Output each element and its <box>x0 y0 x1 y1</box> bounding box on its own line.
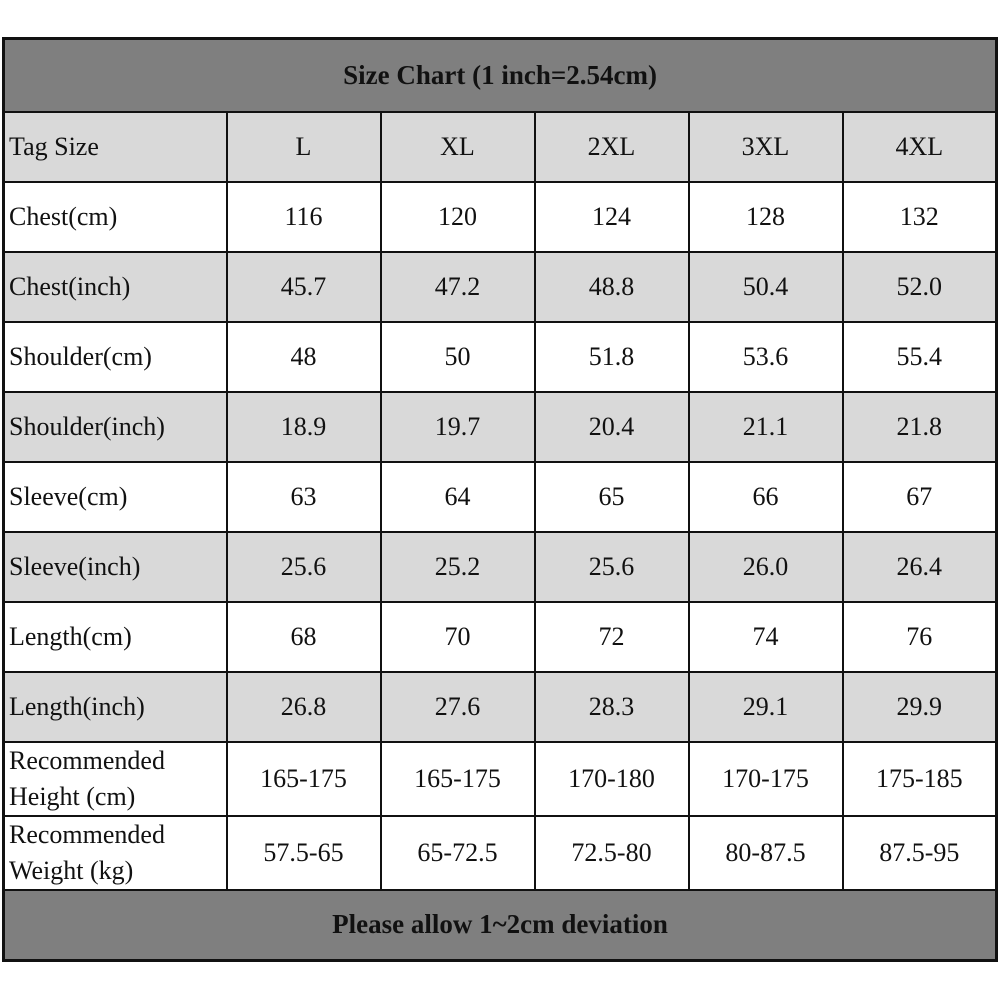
cell-value: 80-87.5 <box>689 816 843 890</box>
row-label: Sleeve(inch) <box>4 532 227 602</box>
cell-value: 65 <box>535 462 689 532</box>
cell-value: 50.4 <box>689 252 843 322</box>
row-label: Shoulder(inch) <box>4 392 227 462</box>
cell-value: 55.4 <box>843 322 997 392</box>
cell-value: 18.9 <box>227 392 381 462</box>
cell-value: 68 <box>227 602 381 672</box>
deviation-note: Please allow 1~2cm deviation <box>4 890 997 961</box>
cell-value: 29.9 <box>843 672 997 742</box>
cell-value: 47.2 <box>381 252 535 322</box>
cell-value: 72 <box>535 602 689 672</box>
cell-value: 25.6 <box>227 532 381 602</box>
table-row <box>4 672 997 742</box>
row-label-line: Recommended <box>9 820 165 849</box>
cell-value: 26.4 <box>843 532 997 602</box>
cell-value: 64 <box>381 462 535 532</box>
cell-value: 48 <box>227 322 381 392</box>
row-label: Length(inch) <box>4 672 227 742</box>
cell-value: 120 <box>381 182 535 252</box>
table-row <box>4 322 997 392</box>
row-label: Sleeve(cm) <box>4 462 227 532</box>
tag-size-label: Tag Size <box>4 112 227 182</box>
table-row <box>4 182 997 252</box>
cell-value: 52.0 <box>843 252 997 322</box>
size-header: 2XL <box>535 112 689 182</box>
row-label-recommended-height <box>4 742 227 816</box>
size-header: 4XL <box>843 112 997 182</box>
cell-value: 72.5-80 <box>535 816 689 890</box>
header-row <box>4 112 997 182</box>
table-row <box>4 602 997 672</box>
cell-value: 70 <box>381 602 535 672</box>
footer-row <box>4 890 997 961</box>
cell-value: 132 <box>843 182 997 252</box>
row-label: Shoulder(cm) <box>4 322 227 392</box>
cell-value: 63 <box>227 462 381 532</box>
size-header: L <box>227 112 381 182</box>
cell-value: 21.1 <box>689 392 843 462</box>
cell-value: 57.5-65 <box>227 816 381 890</box>
cell-value: 29.1 <box>689 672 843 742</box>
row-label: Length(cm) <box>4 602 227 672</box>
cell-value: 20.4 <box>535 392 689 462</box>
cell-value: 116 <box>227 182 381 252</box>
cell-value: 175-185 <box>843 742 997 816</box>
cell-value: 67 <box>843 462 997 532</box>
row-label-line: Weight (kg) <box>9 856 134 885</box>
cell-value: 21.8 <box>843 392 997 462</box>
row-label-line: Height (cm) <box>9 782 136 811</box>
cell-value: 170-180 <box>535 742 689 816</box>
size-header: XL <box>381 112 535 182</box>
table-row-recommended-height <box>4 742 997 816</box>
cell-value: 25.6 <box>535 532 689 602</box>
cell-value: 128 <box>689 182 843 252</box>
cell-value: 170-175 <box>689 742 843 816</box>
cell-value: 27.6 <box>381 672 535 742</box>
cell-value: 124 <box>535 182 689 252</box>
table-row <box>4 462 997 532</box>
cell-value: 26.0 <box>689 532 843 602</box>
row-label: Chest(inch) <box>4 252 227 322</box>
cell-value: 28.3 <box>535 672 689 742</box>
size-chart-table <box>2 37 998 962</box>
cell-value: 50 <box>381 322 535 392</box>
table-row <box>4 532 997 602</box>
cell-value: 45.7 <box>227 252 381 322</box>
size-header: 3XL <box>689 112 843 182</box>
cell-value: 74 <box>689 602 843 672</box>
row-label-recommended-weight <box>4 816 227 890</box>
cell-value: 165-175 <box>381 742 535 816</box>
title-row <box>4 39 997 113</box>
cell-value: 65-72.5 <box>381 816 535 890</box>
row-label: Chest(cm) <box>4 182 227 252</box>
cell-value: 51.8 <box>535 322 689 392</box>
cell-value: 66 <box>689 462 843 532</box>
table-row-recommended-weight <box>4 816 997 890</box>
cell-value: 19.7 <box>381 392 535 462</box>
cell-value: 76 <box>843 602 997 672</box>
table-row <box>4 252 997 322</box>
cell-value: 25.2 <box>381 532 535 602</box>
table-row <box>4 392 997 462</box>
row-label-line: Recommended <box>9 746 165 775</box>
chart-title: Size Chart (1 inch=2.54cm) <box>4 39 997 113</box>
cell-value: 165-175 <box>227 742 381 816</box>
cell-value: 26.8 <box>227 672 381 742</box>
cell-value: 87.5-95 <box>843 816 997 890</box>
cell-value: 53.6 <box>689 322 843 392</box>
cell-value: 48.8 <box>535 252 689 322</box>
